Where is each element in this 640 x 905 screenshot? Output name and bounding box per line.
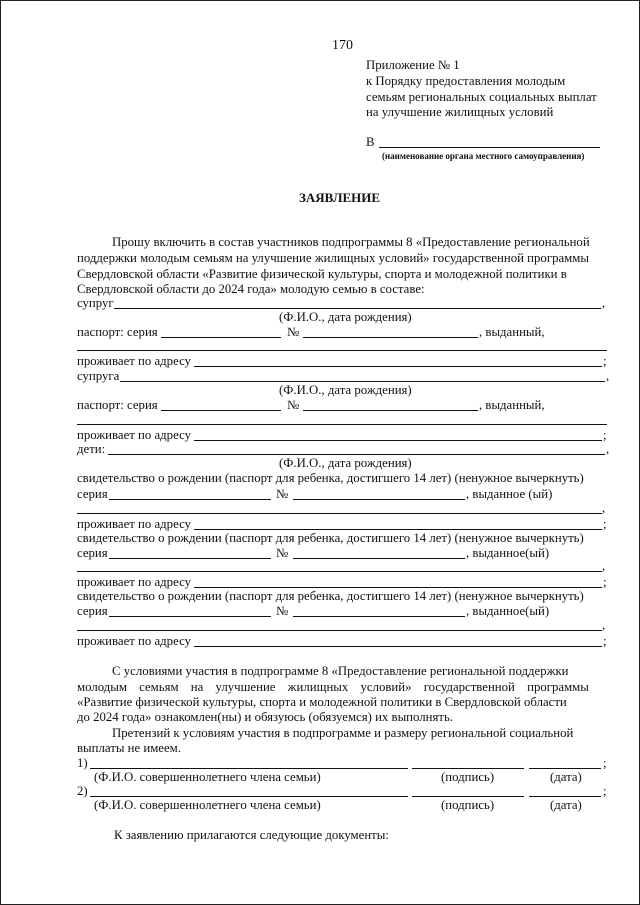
document-title: ЗАЯВЛЕНИЕ [299, 190, 381, 205]
child-1-series-label: серия [77, 487, 108, 501]
signature-2-date-caption: (дата) [550, 798, 582, 812]
signature-1-semicolon: ; [603, 756, 607, 770]
child-1-number-field[interactable] [293, 499, 465, 500]
child-2-address-field[interactable] [194, 587, 602, 588]
husband-issued-field[interactable] [77, 350, 607, 351]
child-3-address-semicolon: ; [603, 634, 607, 648]
signature-2-sign-caption: (подпись) [441, 798, 495, 812]
child-1-issued-comma: , [602, 501, 606, 515]
conditions-line-2: молодым семьям на улучшение жилищных условий» государственной программы [77, 680, 589, 694]
signature-1-fio-caption: (Ф.И.О. совершеннолетнего члена семьи) [94, 770, 321, 784]
child-1-issued-label: , выданное (ый) [466, 487, 553, 501]
husband-address-field[interactable] [194, 366, 602, 367]
signature-2-fio-field[interactable] [90, 796, 408, 797]
child-1-series-field[interactable] [109, 499, 271, 500]
claims-line-2: выплаты не имеем. [77, 741, 181, 755]
husband-fio-field[interactable] [114, 308, 601, 309]
child-3-issued-label: , выданное(ый) [466, 604, 550, 618]
wife-passport-label: паспорт: серия [77, 398, 158, 412]
child-1-address-label: проживает по адресу [77, 517, 191, 531]
child-2-address-label: проживает по адресу [77, 575, 191, 589]
signature-1-sign-caption: (подпись) [441, 770, 495, 784]
husband-address-label: проживает по адресу [77, 354, 191, 368]
recipient-field[interactable] [379, 147, 600, 148]
child-2-issued-field[interactable] [77, 571, 602, 572]
wife-fio-field[interactable] [120, 381, 605, 382]
signature-2-sign-field[interactable] [412, 796, 524, 797]
child-3-cert-label: свидетельство о рождении (паспорт для ребенка, достигшего 14 лет) (ненужное вычеркнуть) [77, 589, 584, 603]
child-1-issued-field[interactable] [77, 513, 602, 514]
child-1-number-sign: № [276, 487, 289, 501]
attachments-intro: К заявлению прилагаются следующие документы: [114, 828, 389, 842]
child-2-series-label: серия [77, 546, 108, 560]
appendix-line-2: к Порядку предоставления молодым [366, 74, 566, 88]
signature-2-date-field[interactable] [529, 796, 601, 797]
child-1-address-semicolon: ; [603, 517, 607, 531]
wife-number-sign: № [287, 398, 300, 412]
husband-passport-number-field[interactable] [303, 337, 478, 338]
husband-passport-label: паспорт: серия [77, 325, 158, 339]
intro-line-3: Свердловской области «Развитие физической культуры, спорта и молодежной политики в [77, 267, 567, 281]
husband-issued-label: , выданный, [479, 325, 545, 339]
child-2-number-sign: № [276, 546, 289, 560]
child-3-issued-field[interactable] [77, 630, 602, 631]
conditions-line-3: «Развитие физической культуры, спорта и молодежной политики в Свердловской области [77, 695, 567, 709]
signature-1-date-caption: (дата) [550, 770, 582, 784]
signature-2-semicolon: ; [603, 784, 607, 798]
wife-passport-series-field[interactable] [161, 410, 281, 411]
child-3-series-field[interactable] [109, 616, 271, 617]
children-fio-caption: (Ф.И.О., дата рождения) [279, 456, 412, 470]
husband-address-semicolon: ; [603, 354, 607, 368]
wife-label: супруга [77, 369, 120, 383]
wife-fio-caption: (Ф.И.О., дата рождения) [279, 383, 412, 397]
org-caption: (наименование органа местного самоуправления) [382, 151, 585, 161]
husband-fio-caption: (Ф.И.О., дата рождения) [279, 310, 412, 324]
child-2-cert-label: свидетельство о рождении (паспорт для ребенка, достигшего 14 лет) (ненужное вычеркнуть) [77, 531, 584, 545]
child-2-issued-comma: , [602, 559, 606, 573]
wife-passport-number-field[interactable] [303, 410, 478, 411]
children-trailing-comma: , [606, 442, 610, 456]
signature-1-sign-field[interactable] [412, 768, 524, 769]
signature-2-fio-caption: (Ф.И.О. совершеннолетнего члена семьи) [94, 798, 321, 812]
child-2-issued-label: , выданное(ый) [466, 546, 550, 560]
child-3-address-field[interactable] [194, 646, 602, 647]
intro-line-1: Прошу включить в состав участников подпрограммы 8 «Предоставление региональной [112, 235, 590, 249]
appendix-line-4: на улучшение жилищных условий [366, 105, 554, 119]
child-3-number-field[interactable] [293, 616, 465, 617]
signature-1-fio-field[interactable] [90, 768, 408, 769]
child-3-issued-comma: , [602, 618, 606, 632]
children-fio-field[interactable] [108, 454, 605, 455]
claims-line-1: Претензий к условиям участия в подпрограмме и размеру региональной социальной [112, 726, 574, 740]
intro-line-4: Свердловской области до 2024 года» молодую семью в составе: [77, 282, 425, 296]
child-1-address-field[interactable] [194, 529, 602, 530]
child-3-address-label: проживает по адресу [77, 634, 191, 648]
husband-passport-series-field[interactable] [161, 337, 281, 338]
page-number: 170 [332, 38, 353, 53]
recipient-prefix: В [366, 135, 375, 149]
signature-2-number: 2) [77, 784, 88, 798]
signature-1-date-field[interactable] [529, 768, 601, 769]
wife-trailing-comma: , [606, 369, 610, 383]
wife-address-label: проживает по адресу [77, 428, 191, 442]
child-2-address-semicolon: ; [603, 575, 607, 589]
husband-trailing-comma: , [602, 296, 606, 310]
children-label: дети: [77, 442, 106, 456]
appendix-line-1: Приложение № 1 [366, 58, 460, 72]
conditions-line-4: до 2024 года» ознакомлен(ны) и обязуюсь (обязуемся) их выполнять. [77, 710, 453, 724]
conditions-line-1: С условиями участия в подпрограмме 8 «Предоставление региональной поддержки [112, 664, 569, 678]
wife-address-semicolon: ; [603, 428, 607, 442]
child-3-series-label: серия [77, 604, 108, 618]
child-3-number-sign: № [276, 604, 289, 618]
intro-line-2: поддержки молодым семьям на улучшение жилищных условий» государственной программы [77, 251, 589, 265]
child-2-number-field[interactable] [293, 558, 465, 559]
child-2-series-field[interactable] [109, 558, 271, 559]
appendix-line-3: семьям региональных социальных выплат [366, 90, 597, 104]
husband-label: супруг [77, 296, 114, 310]
husband-number-sign: № [287, 325, 300, 339]
signature-1-number: 1) [77, 756, 88, 770]
child-1-cert-label: свидетельство о рождении (паспорт для ребенка, достигшего 14 лет) (ненужное вычеркнуть) [77, 471, 584, 485]
wife-issued-label: , выданный, [479, 398, 545, 412]
wife-address-field[interactable] [194, 440, 602, 441]
wife-issued-field[interactable] [77, 424, 607, 425]
